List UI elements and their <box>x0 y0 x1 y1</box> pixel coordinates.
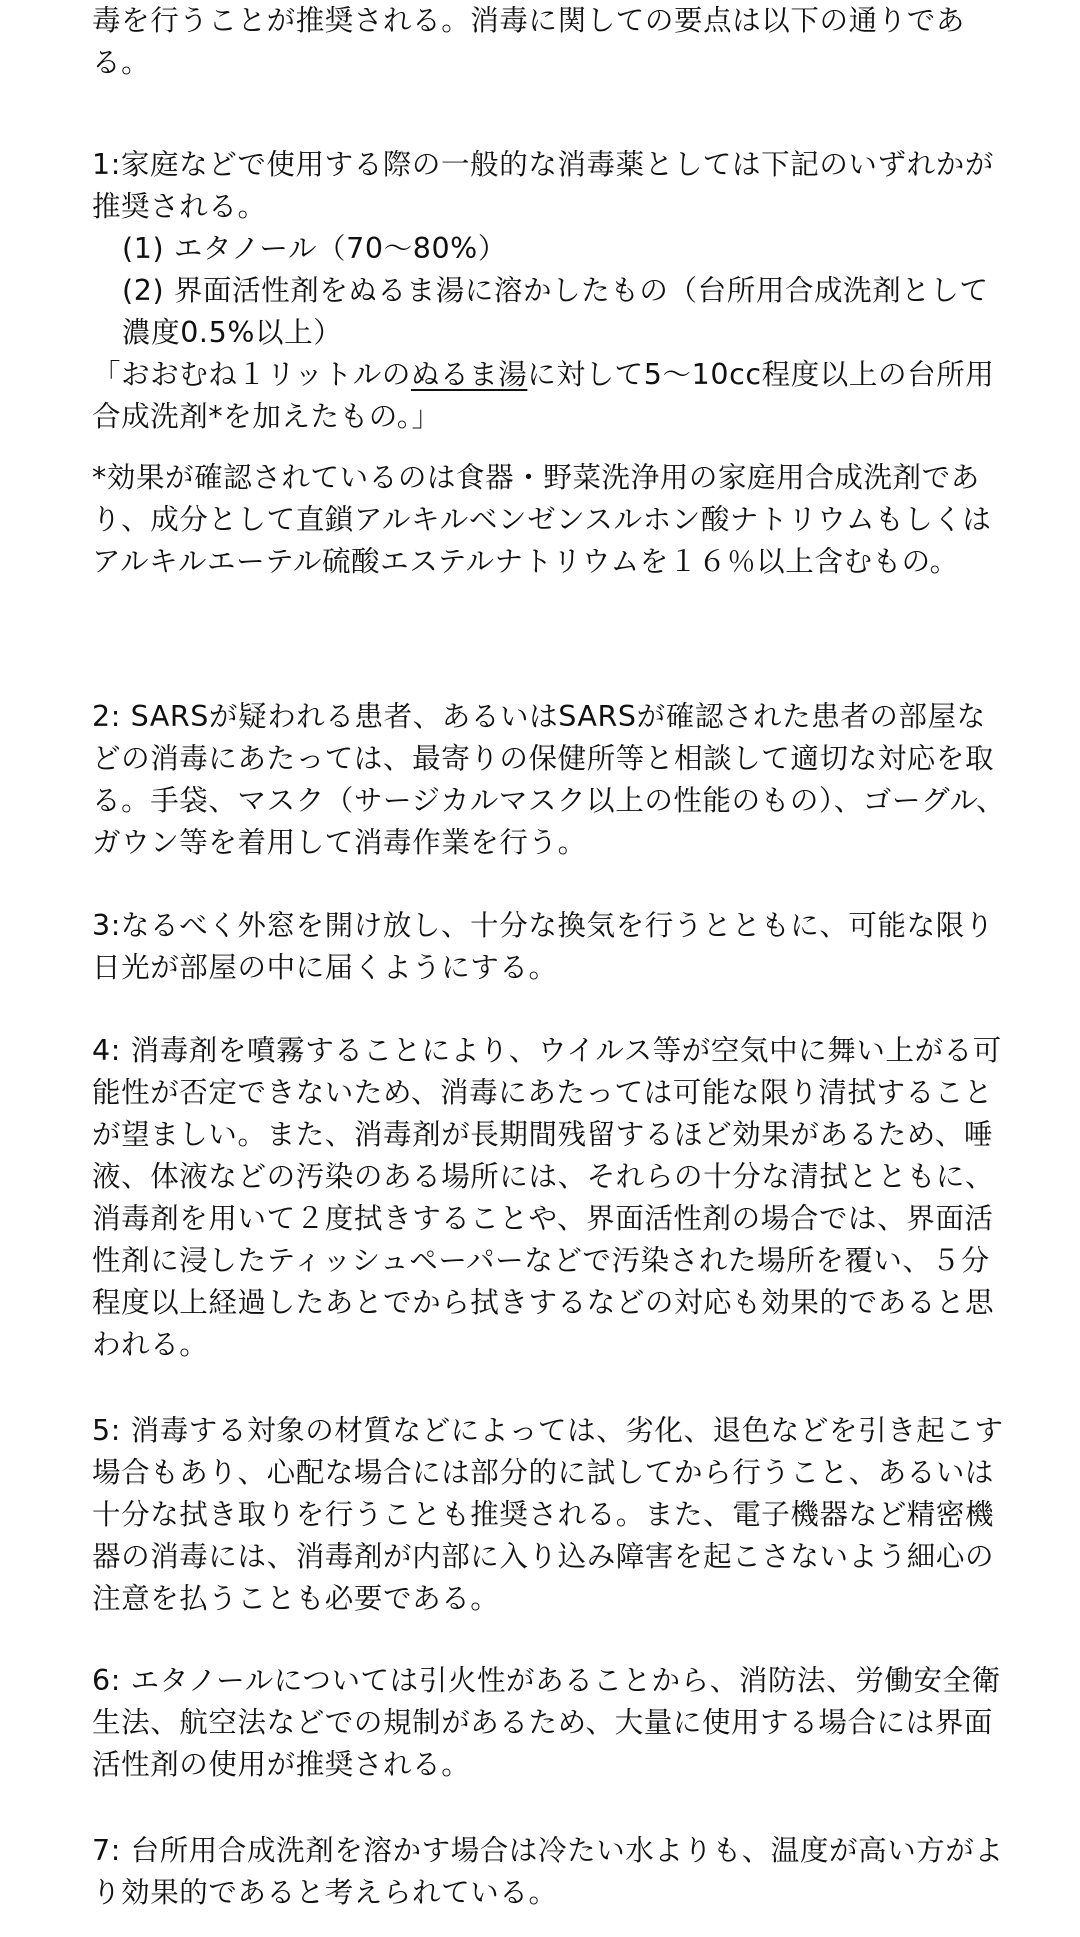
item-1-quote <box>92 354 1012 438</box>
item-1-footnote: *効果が確認されているのは食器・野菜洗浄用の家庭用合成洗剤であり、成分として直鎖アルキルベンゼンスルホン酸ナトリウムもしくはアルキルエーテル硫酸エステルナトリウムを１６％以上含むもの。 <box>92 461 992 578</box>
item-1-heading: 1:家庭などで使用する際の一般的な消毒薬としては下記のいずれかが推奨される。 <box>92 148 994 223</box>
intro-paragraph: 毒を行うことが推奨される。消毒に関しての要点は以下の通りである。 <box>92 4 966 79</box>
item-1-option-2: (2) 界面活性剤をぬるま湯に溶かしたもの（台所用合成洗剤として濃度0.5%以上） <box>122 274 989 349</box>
item-6-paragraph: 6: エタノールについては引火性があることから、消防法、労働安全衛生法、航空法などでの規制があるため、大量に使用する場合には界面活性剤の使用が推奨される。 <box>92 1664 1001 1781</box>
quote-text-post: に対して5～10cc程度以上の台所用合成洗剤*を加えたもの。」 <box>92 358 995 433</box>
item-2-paragraph: 2: SARSが疑われる患者、あるいはSARSが確認された患者の部屋などの消毒にあたっては、最寄りの保健所等と相談して適切な対応を取る。手袋、マスク（サージカルマスク以上の性能のもの）、ゴーグル、ガウン等を着用して消毒作業を行う。 <box>92 700 1006 859</box>
item-7-paragraph: 7: 台所用合成洗剤を溶かす場合は冷たい水よりも、温度が高い方がより効果的であると考えられている。 <box>92 1834 1004 1909</box>
item-1-option-1: (1) エタノール（70～80%） <box>122 232 507 265</box>
item-1 <box>92 144 1012 438</box>
item-4-paragraph: 4: 消毒剤を噴霧することにより、ウイルス等が空気中に舞い上がる可能性が否定できないため、消毒にあたっては可能な限り清拭することが望ましい。また、消毒剤が長期間残留するほど効果があるため、唾液、体液などの汚染のある場所には、それらの十分な清拭とともに、消毒剤を用いて２度拭きすることや、界面活性剤の場合では、界面活性剤に浸したティッシュペーパーなどで汚染された場所を覆い、５分程度以上経過したあとでから拭きするなどの対応も効果的であると思われる。 <box>92 1034 1002 1361</box>
item-3-paragraph: 3:なるべく外窓を開け放し、十分な換気を行うとともに、可能な限り日光が部屋の中に届くようにする。 <box>92 909 994 984</box>
quote-text-pre: 「おおむね１リットルの <box>92 358 411 391</box>
item-5-paragraph: 5: 消毒する対象の材質などによっては、劣化、退色などを引き起こす場合もあり、心配な場合には部分的に試してから行うこと、あるいは十分な拭き取りを行うことも推奨される。また、電子機器など精密機器の消毒には、消毒剤が内部に入り込み障害を起こさないよう細心の注意を払うことも必要である。 <box>92 1414 1004 1615</box>
quote-underlined-text: ぬるま湯 <box>410 358 528 391</box>
